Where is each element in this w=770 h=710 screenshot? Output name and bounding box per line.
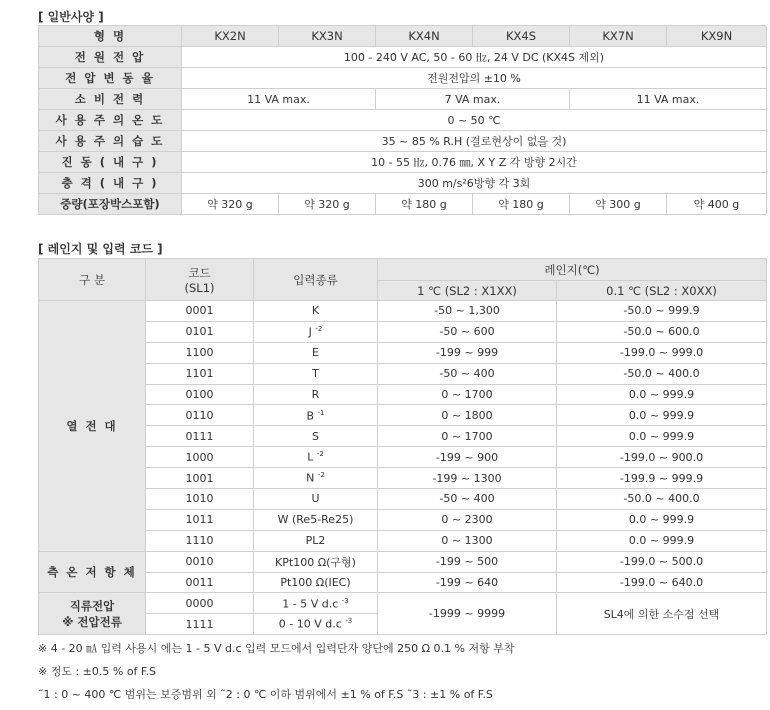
table-row xyxy=(39,551,767,572)
weight-value-3: 약 180 g xyxy=(376,194,473,215)
type-text: S xyxy=(312,429,319,443)
spec-row-weight xyxy=(39,194,767,215)
type-cell xyxy=(254,321,378,342)
group-rtd: 측 온 저 항 체 xyxy=(39,551,146,593)
type-cell xyxy=(254,405,378,426)
table-row xyxy=(39,426,767,447)
range1-cell: -50 ~ 1,300 xyxy=(378,301,557,322)
shock-value: 300 m/s²6방향 각 3회 xyxy=(182,173,767,194)
range1-cell: -199 ~ 640 xyxy=(378,572,557,593)
power-value: 100 - 240 V AC, 50 - 60 ㎐, 24 V DC (KX4S 제외) xyxy=(182,47,767,68)
type-cell xyxy=(254,614,378,635)
note-footnotes: ˜1 : 0 ~ 400 ℃ 범위는 보증범위 외 ˜2 : 0 ℃ 이하 범위에서 ±1 % of F.S ˜3 : ±1 % of F.S xyxy=(38,688,493,701)
range1-cell: 0 ~ 1700 xyxy=(378,384,557,405)
type-text: Pt100 Ω(IEC) xyxy=(280,576,351,590)
range2-cell: 0.0 ~ 999.9 xyxy=(557,426,767,447)
range2-cell: -199.0 ~ 900.0 xyxy=(557,447,767,468)
col-code-sub: (SL1) xyxy=(184,280,215,295)
range2-cell: 0.0 ~ 999.9 xyxy=(557,530,767,551)
consume-value-1: 11 VA max. xyxy=(182,89,376,110)
table-row xyxy=(39,384,767,405)
range1-cell: -50 ~ 600 xyxy=(378,321,557,342)
type-cell xyxy=(254,551,378,572)
type-cell xyxy=(254,426,378,447)
spec-row-vib xyxy=(39,152,767,173)
range2-cell: -199.0 ~ 500.0 xyxy=(557,551,767,572)
group-thermocouple: 열 전 대 xyxy=(39,301,146,552)
type-cell xyxy=(254,363,378,384)
range1-cell: 0 ~ 1300 xyxy=(378,530,557,551)
footnote-sup: -1 xyxy=(317,408,325,417)
type-cell xyxy=(254,384,378,405)
range2-cell: -199.0 ~ 640.0 xyxy=(557,572,767,593)
range1-cell: 0 ~ 1800 xyxy=(378,405,557,426)
range-table xyxy=(38,258,767,635)
table-row xyxy=(39,301,767,322)
table-row xyxy=(39,530,767,551)
type-cell xyxy=(254,489,378,510)
table-row xyxy=(39,342,767,363)
range1-cell: -1999 ~ 9999 xyxy=(378,593,557,635)
type-text: 0 - 10 V d.c xyxy=(278,618,342,632)
type-text: 1 - 5 V d.c xyxy=(282,597,339,611)
note-accuracy: ※ 정도 : ±0.5 % of F.S xyxy=(38,665,156,678)
col-range-1-header: 1 ℃ (SL2 : X1XX) xyxy=(378,281,557,301)
spec-row-shock xyxy=(39,173,767,194)
weight-value-2: 약 320 g xyxy=(279,194,376,215)
footnote-sup: -3 xyxy=(341,596,349,605)
range1-cell: -199 ~ 900 xyxy=(378,447,557,468)
range-header-row-1 xyxy=(39,259,767,281)
range2-cell: -50.0 ~ 400.0 xyxy=(557,363,767,384)
type-text: W (Re5-Re25) xyxy=(277,513,354,527)
vib-value: 10 - 55 ㎐, 0.76 ㎜, X Y Z 각 방향 2시간 xyxy=(182,152,767,173)
model-kx2n: KX2N xyxy=(182,26,279,47)
col-group-header: 구 분 xyxy=(39,259,146,301)
type-cell xyxy=(254,530,378,551)
code-cell: 1101 xyxy=(146,363,254,384)
weight-value-5: 약 300 g xyxy=(570,194,667,215)
code-cell: 1000 xyxy=(146,447,254,468)
footnote-sup: -2 xyxy=(316,450,324,459)
model-label: 형 명 xyxy=(39,26,182,47)
range1-cell: -199 ~ 500 xyxy=(378,551,557,572)
type-cell xyxy=(254,342,378,363)
code-cell: 1111 xyxy=(146,614,254,635)
table-row xyxy=(39,363,767,384)
code-cell: 0110 xyxy=(146,405,254,426)
code-cell: 0000 xyxy=(146,593,254,614)
type-cell xyxy=(254,301,378,322)
code-cell: 1011 xyxy=(146,509,254,530)
weight-value-4: 약 180 g xyxy=(473,194,570,215)
fluct-value: 전원전압의 ±10 % xyxy=(182,68,767,89)
type-text: E xyxy=(312,346,319,360)
code-cell: 0111 xyxy=(146,426,254,447)
type-text: KPt100 Ω(구형) xyxy=(275,555,356,569)
table-row xyxy=(39,405,767,426)
type-cell xyxy=(254,593,378,614)
code-cell: 0100 xyxy=(146,384,254,405)
range1-cell: -199 ~ 1300 xyxy=(378,468,557,489)
table-row xyxy=(39,572,767,593)
table-row xyxy=(39,509,767,530)
note-4-20ma: ※ 4 - 20 ㎃ 입력 사용시 에는 1 - 5 V d.c 입력 모드에서 입력단자 양단에 250 Ω 0.1 % 저항 부착 xyxy=(38,642,515,655)
code-cell: 0011 xyxy=(146,572,254,593)
type-text: U xyxy=(311,492,320,506)
shock-label: 충 격 ( 내 구 ) xyxy=(39,173,182,194)
type-cell xyxy=(254,572,378,593)
code-cell: 1110 xyxy=(146,530,254,551)
group-dc-line1: 직류전압 xyxy=(69,598,115,613)
code-cell: 0010 xyxy=(146,551,254,572)
range1-cell: -199 ~ 999 xyxy=(378,342,557,363)
spec-row-humid xyxy=(39,131,767,152)
code-cell: 0001 xyxy=(146,301,254,322)
table-row xyxy=(39,468,767,489)
range1-cell: 0 ~ 2300 xyxy=(378,509,557,530)
model-kx4s: KX4S xyxy=(473,26,570,47)
spec-row-temp xyxy=(39,110,767,131)
range2-cell: -50.0 ~ 400.0 xyxy=(557,489,767,510)
range1-cell: -50 ~ 400 xyxy=(378,489,557,510)
col-range-01-header: 0.1 ℃ (SL2 : X0XX) xyxy=(557,281,767,301)
spec-section-title: [ 일반사양 ] xyxy=(38,10,104,24)
spec-row-power xyxy=(39,47,767,68)
weight-label: 중량(포장박스포함) xyxy=(39,194,182,215)
code-cell: 1010 xyxy=(146,489,254,510)
type-text: PL2 xyxy=(305,534,326,548)
type-text: B xyxy=(306,409,315,423)
type-text: T xyxy=(312,367,319,381)
fluct-label: 전 압 변 동 율 xyxy=(39,68,182,89)
col-code-label: 코드 xyxy=(188,265,211,280)
model-kx7n: KX7N xyxy=(570,26,667,47)
range2-cell: 0.0 ~ 999.9 xyxy=(557,509,767,530)
humid-label: 사 용 주 의 습 도 xyxy=(39,131,182,152)
table-row xyxy=(39,489,767,510)
table-row xyxy=(39,321,767,342)
power-label: 전 원 전 압 xyxy=(39,47,182,68)
type-text: R xyxy=(311,388,320,401)
footnote-sup: -2 xyxy=(315,325,323,333)
table-row xyxy=(39,447,767,468)
type-text: L xyxy=(307,451,314,464)
consume-label: 소 비 전 력 xyxy=(39,89,182,110)
type-text: J xyxy=(308,325,312,339)
range-section-title: [ 레인지 및 입력 코드 ] xyxy=(38,242,163,256)
spec-header-row xyxy=(39,26,767,47)
type-cell xyxy=(254,468,378,489)
type-cell xyxy=(254,509,378,530)
weight-value-1: 약 320 g xyxy=(182,194,279,215)
type-cell xyxy=(254,447,378,468)
range2-cell: -199.0 ~ 999.0 xyxy=(557,342,767,363)
group-dc-line2: ※ 전압전류 xyxy=(62,614,122,629)
range2-cell: -199.9 ~ 999.9 xyxy=(557,468,767,489)
range2-cell: -50.0 ~ 999.9 xyxy=(557,301,767,322)
code-cell: 1100 xyxy=(146,342,254,363)
humid-value: 35 ~ 85 % R.H (결로현상이 없을 것) xyxy=(182,131,767,152)
temp-label: 사 용 주 의 온 도 xyxy=(39,110,182,131)
model-kx4n: KX4N xyxy=(376,26,473,47)
range2-cell: 0.0 ~ 999.9 xyxy=(557,384,767,405)
type-text: K xyxy=(311,304,320,318)
range2-cell: 0.0 ~ 999.9 xyxy=(557,405,767,426)
vib-label: 진 동 ( 내 구 ) xyxy=(39,152,182,173)
model-kx3n: KX3N xyxy=(279,26,376,47)
spec-row-fluct xyxy=(39,68,767,89)
group-dc xyxy=(39,593,146,635)
table-row xyxy=(39,593,767,614)
col-code-header xyxy=(146,259,254,301)
type-text: N xyxy=(306,471,315,485)
range1-cell: -50 ~ 400 xyxy=(378,363,557,384)
consume-value-2: 7 VA max. xyxy=(376,89,570,110)
range2-cell: SL4에 의한 소수점 선택 xyxy=(557,593,767,635)
consume-value-3: 11 VA max. xyxy=(570,89,767,110)
temp-value: 0 ~ 50 ℃ xyxy=(182,110,767,131)
footnote-sup: -3 xyxy=(345,617,353,626)
range1-cell: 0 ~ 1700 xyxy=(378,426,557,447)
code-cell: 0101 xyxy=(146,321,254,342)
footnote-sup: -2 xyxy=(317,471,325,480)
col-type-header: 입력종류 xyxy=(254,259,378,301)
spec-table xyxy=(38,25,767,215)
range2-cell: -50.0 ~ 600.0 xyxy=(557,321,767,342)
model-kx9n: KX9N xyxy=(667,26,767,47)
weight-value-6: 약 400 g xyxy=(667,194,767,215)
col-range-header: 레인지(℃) xyxy=(378,259,767,281)
code-cell: 1001 xyxy=(146,468,254,489)
spec-row-consume xyxy=(39,89,767,110)
